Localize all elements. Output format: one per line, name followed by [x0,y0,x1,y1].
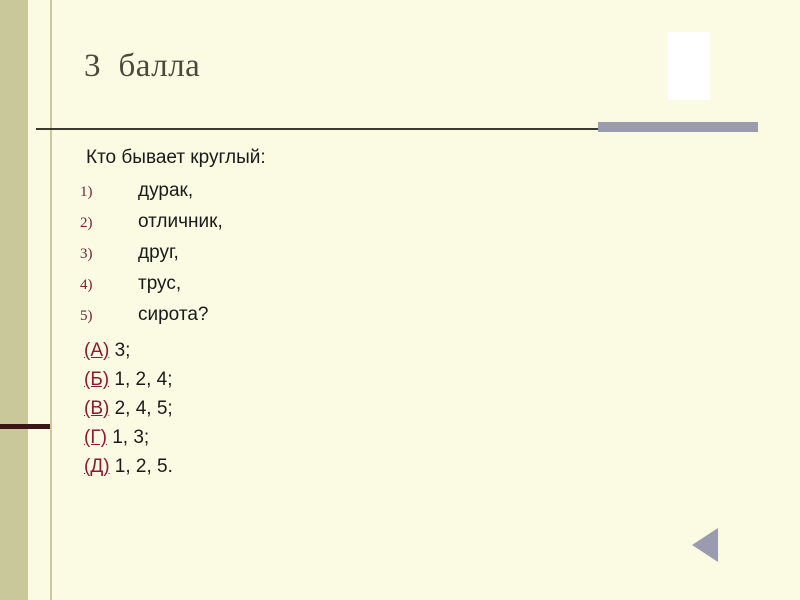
answer-row [84,394,720,423]
answer-row [84,452,720,481]
answer-row [84,336,720,365]
title-divider [36,128,598,130]
option-marker: 4) [80,277,93,293]
answer-value: 1, 2, 4; [109,369,173,390]
option-marker: 5) [80,308,93,324]
title-divider-accent [598,122,758,132]
page-title: 3 балла [84,48,201,84]
slide-body [80,146,720,481]
list-item [80,304,720,326]
answer-value: 1, 2, 5. [109,456,173,477]
answer-choices [84,336,720,481]
back-triangle-icon[interactable] [692,528,718,562]
top-right-white-card [668,32,710,100]
option-label: дурак, [138,180,194,201]
answer-value: 2, 4, 5; [109,398,173,419]
answer-row [84,423,720,452]
option-label: отличник, [138,211,223,232]
answer-value: 1, 3; [106,427,150,448]
left-dark-marker [0,424,50,429]
option-label: трус, [138,273,182,294]
answer-key: (Г) [84,427,107,448]
answer-key: (В) [84,398,110,419]
left-inner-band [28,0,50,600]
list-item [80,211,720,233]
option-label: друг, [138,242,179,263]
answer-value: 3; [109,340,131,361]
option-marker: 1) [80,184,93,200]
list-item [80,180,720,202]
list-item [80,273,720,295]
answer-key: (Б) [84,369,110,390]
option-marker: 3) [80,246,93,262]
left-decorative-band [0,0,28,600]
answer-key: (А) [84,340,110,361]
option-marker: 2) [80,215,93,231]
left-vertical-rule [50,0,52,600]
answer-key: (Д) [84,456,110,477]
question-prompt: Кто бывает круглый: [86,147,266,168]
option-list [80,180,720,326]
option-label: сирота? [138,304,209,325]
answer-row [84,365,720,394]
list-item [80,242,720,264]
